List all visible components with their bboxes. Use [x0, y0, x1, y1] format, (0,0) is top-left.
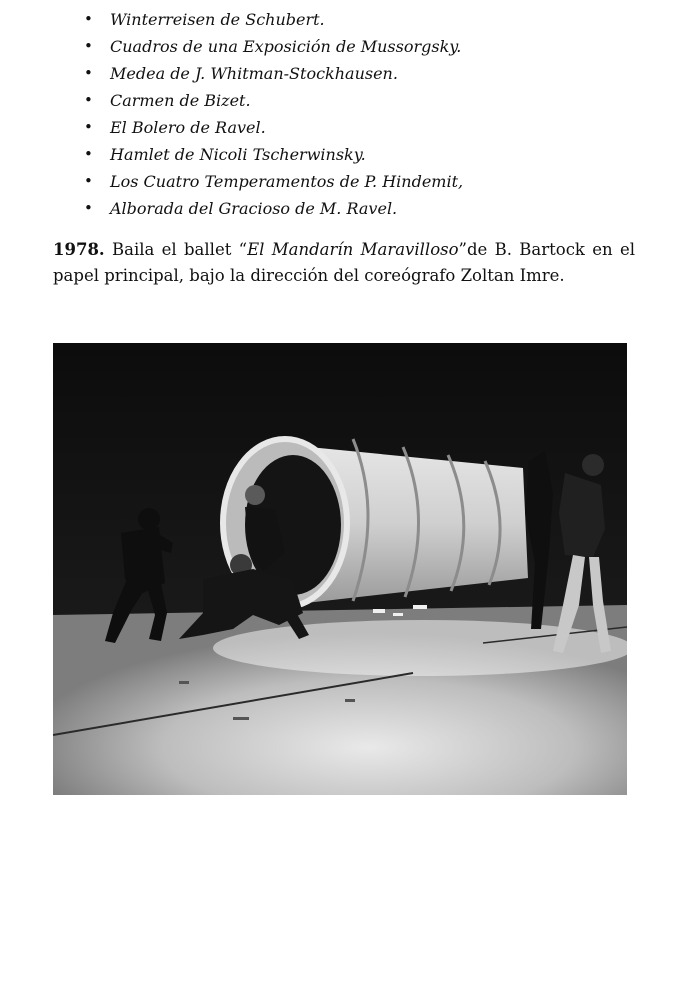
bullet: • [84, 37, 93, 55]
work-title: Medea de J. Whitman-Stockhausen. [110, 64, 398, 83]
year-label: 1978. [53, 240, 105, 259]
work-title: Carmen de Bizet. [110, 91, 251, 110]
stage-photo-illustration [53, 343, 627, 795]
paragraph-1978 [53, 237, 635, 289]
work-title: Hamlet de Nicoli Tscherwinsky. [110, 145, 366, 164]
list-item [0, 60, 690, 87]
bullet: • [84, 10, 93, 28]
work-title: Winterreisen de Schubert. [110, 10, 325, 29]
paragraph-text-before: Baila el ballet “ [104, 240, 248, 259]
bullet: • [84, 91, 93, 109]
bullet: • [84, 118, 93, 136]
list-item [0, 6, 690, 33]
list-item [0, 168, 690, 195]
work-title: El Bolero de Ravel. [110, 118, 266, 137]
list-item [0, 33, 690, 60]
list-item [0, 141, 690, 168]
bullet: • [84, 64, 93, 82]
bullet: • [84, 172, 93, 190]
list-item [0, 87, 690, 114]
stage-photo [53, 343, 627, 795]
list-item [0, 195, 690, 222]
work-title: Los Cuatro Temperamentos de P. Hindemit, [110, 172, 464, 191]
paragraph-text-after: ”de B. Bartock en el papel principal, bajo la dirección del coreógrafo Zoltan Imre. [53, 240, 635, 285]
bullet: • [84, 145, 93, 163]
works-list [0, 6, 690, 222]
bullet: • [84, 199, 93, 217]
ballet-title: El Mandarín Maravilloso [247, 240, 459, 259]
work-title: Alborada del Gracioso de M. Ravel. [110, 199, 398, 218]
list-item [0, 114, 690, 141]
work-title: Cuadros de una Exposición de Mussorgsky. [110, 37, 462, 56]
